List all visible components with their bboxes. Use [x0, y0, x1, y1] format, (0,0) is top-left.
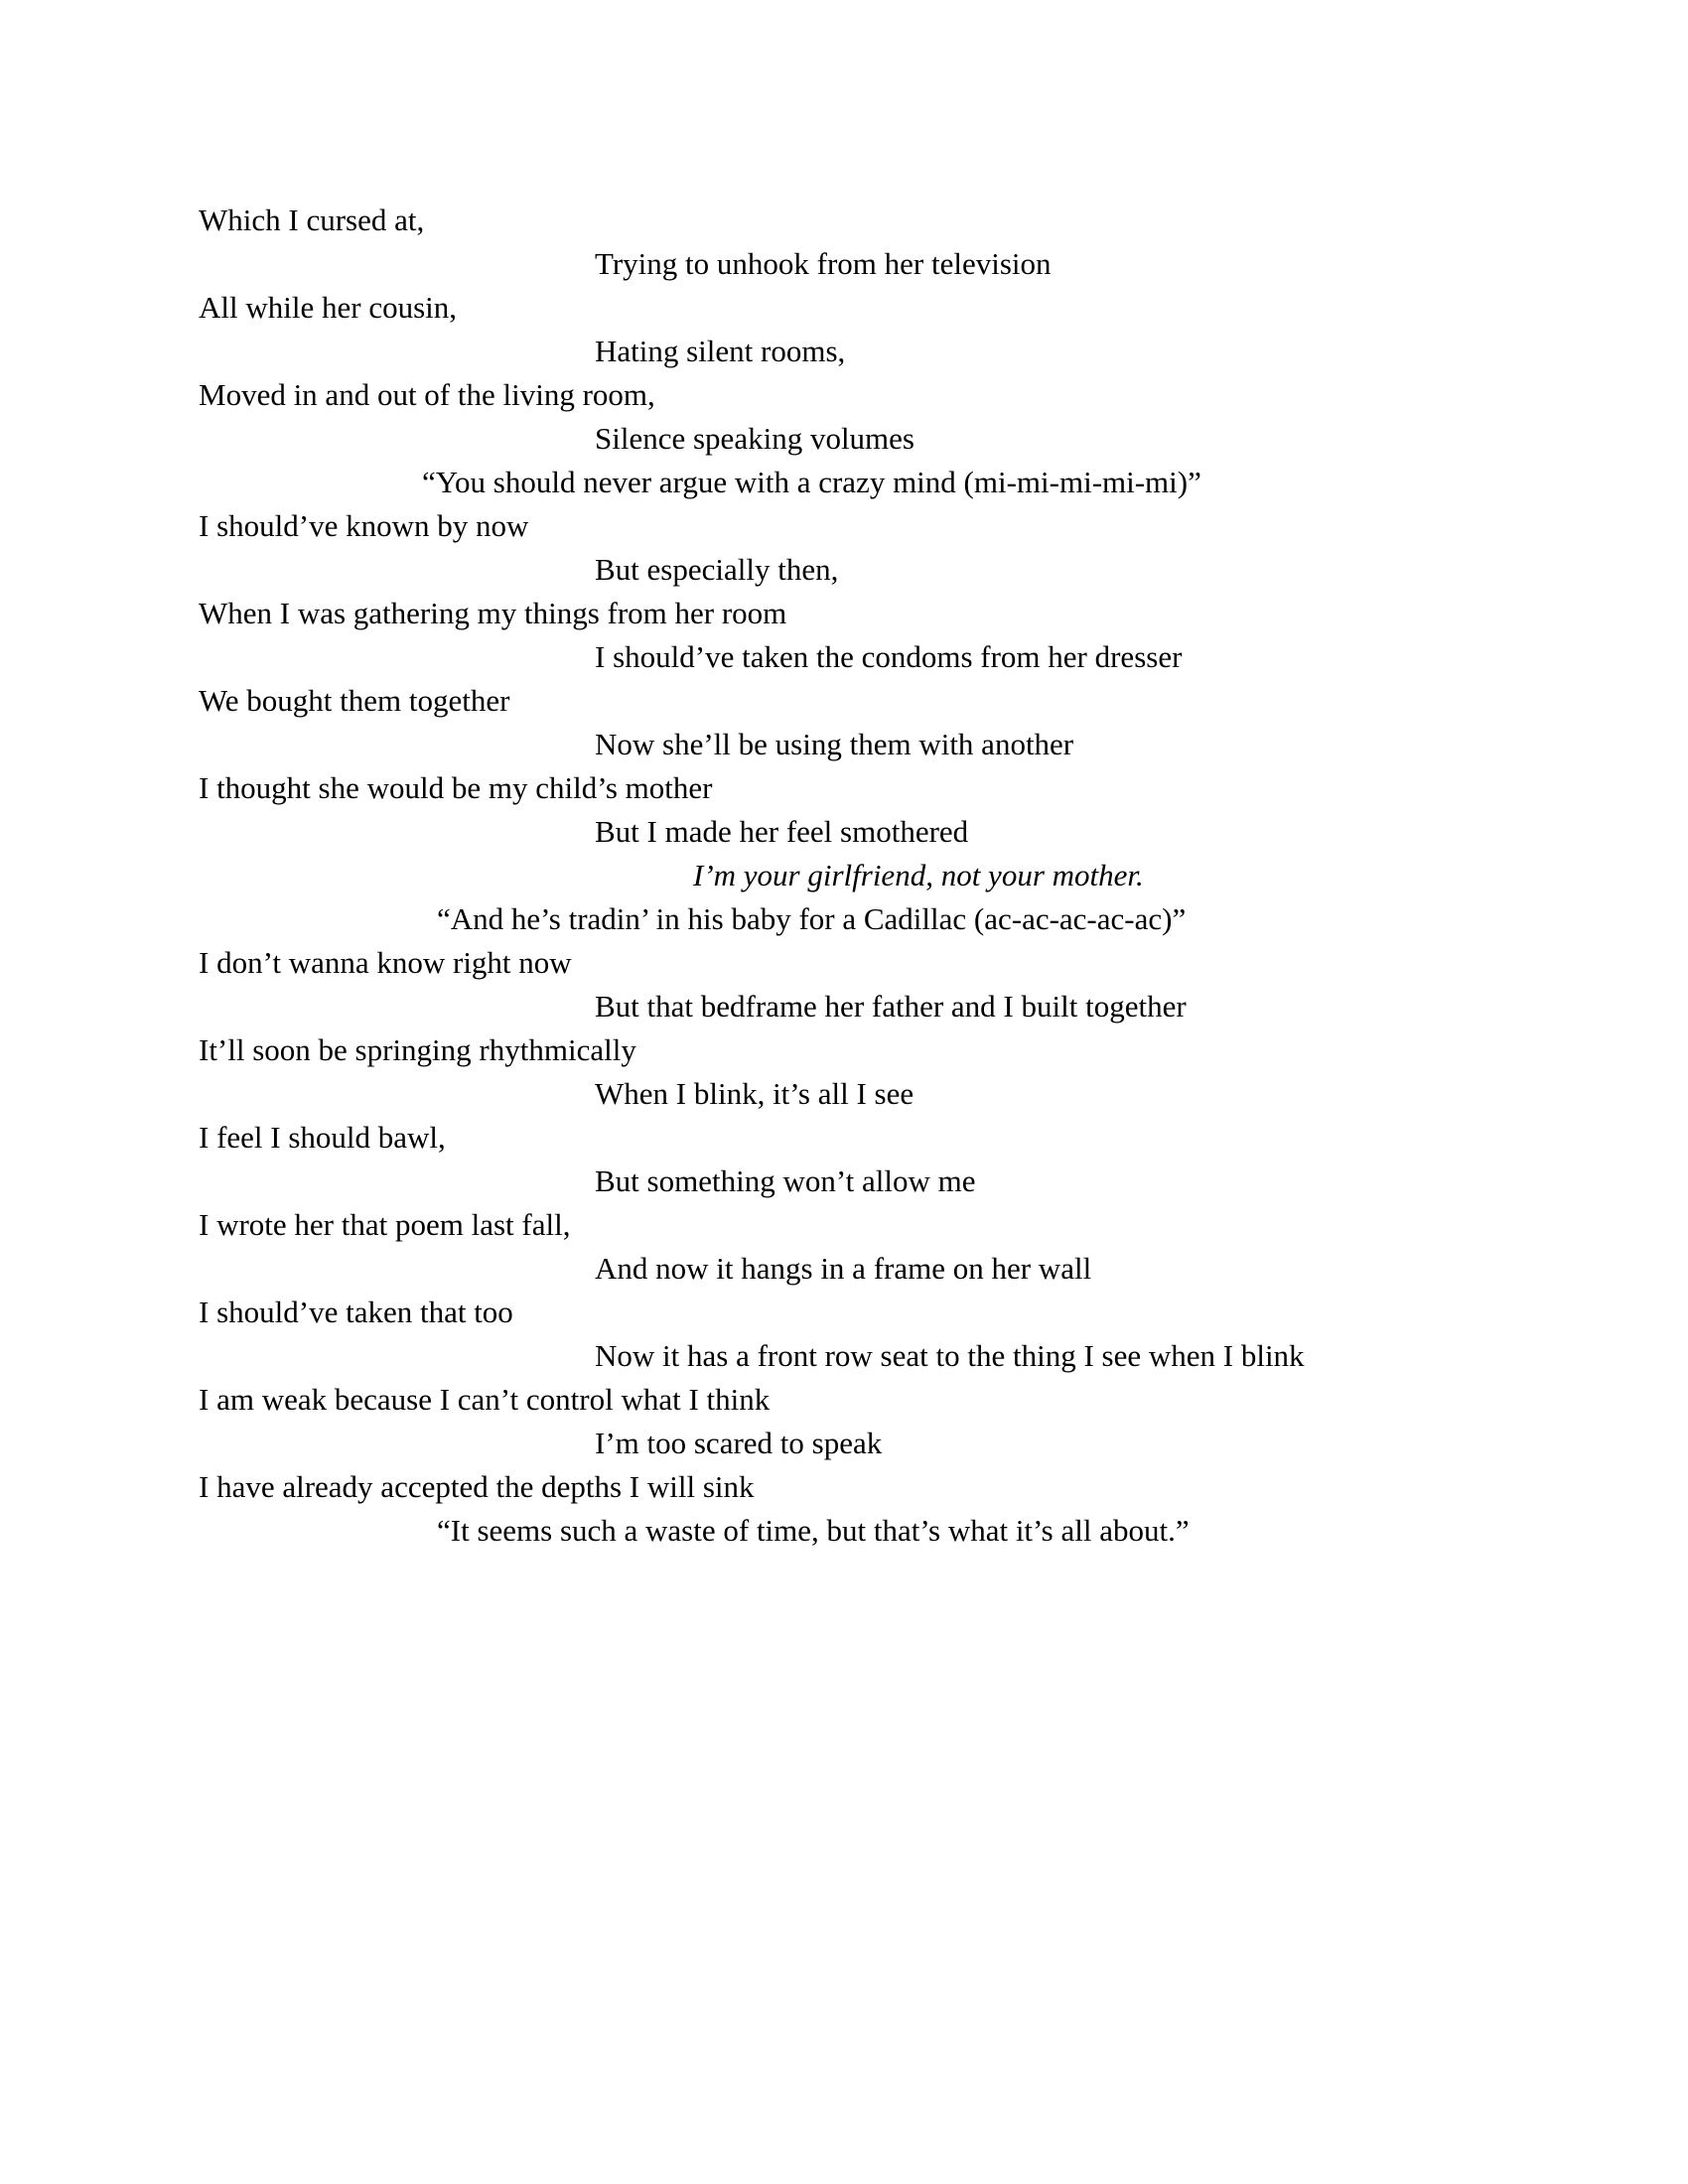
poem-line: I feel I should bawl, — [199, 1120, 446, 1155]
poem-line: I am weak because I can’t control what I think — [199, 1382, 771, 1417]
poem-line: Now it has a front row seat to the thing I see when I blink — [595, 1338, 1305, 1373]
poem-line: I should’ve taken that too — [199, 1295, 513, 1329]
poem-body — [0, 199, 1688, 1553]
poem-line: Silence speaking volumes — [595, 421, 914, 456]
poem-line: Which I cursed at, — [199, 203, 425, 237]
poem-quote-line: “It seems such a waste of time, but that’s what it’s all about.” — [437, 1513, 1190, 1548]
poem-line: It’ll soon be springing rhythmically — [199, 1032, 636, 1067]
poem-line: But something won’t allow me — [595, 1163, 976, 1198]
poem-quote-line: “And he’s tradin’ in his baby for a Cadillac (ac-ac-ac-ac-ac)” — [437, 901, 1187, 936]
poem-line: I wrote her that poem last fall, — [199, 1207, 571, 1242]
poem-line: But that bedframe her father and I built together — [595, 989, 1187, 1024]
poem-line: I don’t wanna know right now — [199, 945, 572, 980]
poem-line: Trying to unhook from her television — [595, 246, 1052, 281]
poem-line: I should’ve taken the condoms from her dresser — [595, 639, 1183, 674]
poem-line: But especially then, — [595, 552, 839, 587]
poem-line: When I was gathering my things from her room — [199, 596, 787, 630]
poem-line: I have already accepted the depths I will sink — [199, 1469, 755, 1504]
poem-line: I thought she would be my child’s mother — [199, 770, 713, 805]
poem-italic-line: I’m your girlfriend, not your mother. — [693, 858, 1144, 892]
poem-quote-line: “You should never argue with a crazy mind (mi-mi-mi-mi-mi)” — [422, 465, 1201, 499]
poem-line: Now she’ll be using them with another — [595, 727, 1074, 761]
poem-line: I’m too scared to speak — [595, 1426, 883, 1460]
poem-line: And now it hangs in a frame on her wall — [595, 1251, 1092, 1286]
poem-line: All while her cousin, — [199, 290, 458, 325]
poem-line: Hating silent rooms, — [595, 334, 846, 368]
poem-line: But I made her feel smothered — [595, 814, 969, 849]
poem-line: I should’ve known by now — [199, 508, 529, 543]
poem-line: We bought them together — [199, 683, 510, 718]
poem-line: Moved in and out of the living room, — [199, 377, 655, 412]
poem-line: When I blink, it’s all I see — [595, 1076, 914, 1111]
